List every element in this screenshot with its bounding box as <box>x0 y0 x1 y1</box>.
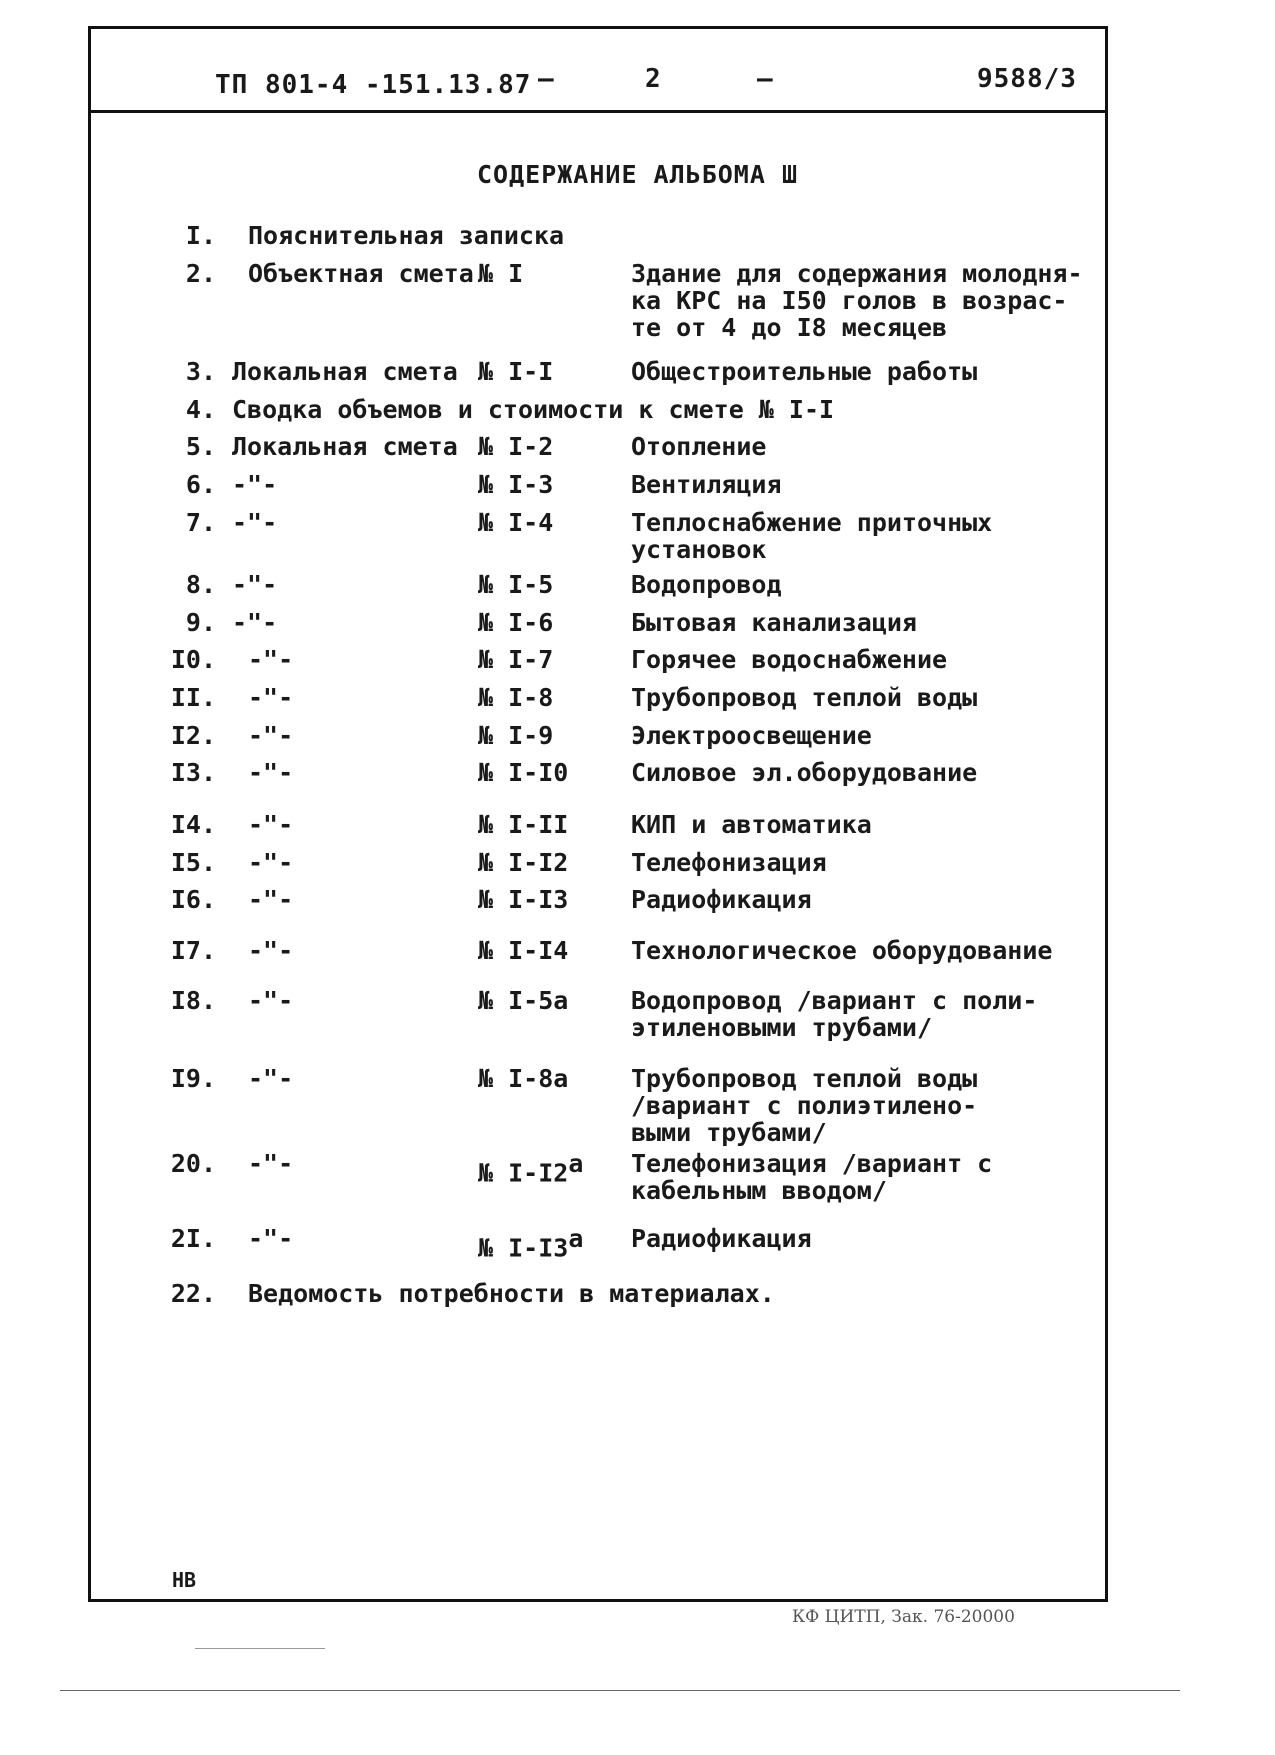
entry-number: 6. <box>185 470 216 499</box>
entry-number: I5. <box>170 848 216 877</box>
estimate-number-text: № I-5а <box>478 986 569 1015</box>
estimate-number <box>478 1150 583 1186</box>
entry-title: Пояснительная записка <box>248 221 565 250</box>
entry-number: I4. <box>170 810 216 839</box>
estimate-number-text: № I-5 <box>478 570 554 599</box>
entry-description: Трубопровод теплой воды /вариант с полиэтилено- выми трубами/ <box>631 1064 978 1147</box>
estimate-number-text: № I-I3 <box>478 885 569 914</box>
entry-title: Локальная смета <box>232 357 458 386</box>
entry-number: 22. <box>170 1279 216 1308</box>
entry-title: Локальная смета <box>232 432 458 461</box>
estimate-number <box>478 609 553 636</box>
estimate-number-text: № I-4 <box>478 508 554 537</box>
entry-number: I7. <box>170 936 216 965</box>
entry-number: I9. <box>170 1064 216 1093</box>
ditto-mark: -"- <box>232 608 278 637</box>
estimate-number-text: № I-3 <box>478 470 554 499</box>
header-divider <box>88 110 1108 113</box>
estimate-number-text: № I-9 <box>478 721 554 750</box>
ditto-mark: -"- <box>248 848 294 877</box>
ditto-mark: -"- <box>248 1224 294 1253</box>
entry-description: Радиофикация <box>631 885 812 914</box>
estimate-suffix: а <box>568 1224 584 1253</box>
doc-code: ТП 801-4 -151.13.87 <box>215 70 532 100</box>
entry-number: I0. <box>170 645 216 674</box>
entry-number: 7. <box>185 508 216 537</box>
estimate-number-text: № I-I2 <box>478 848 569 877</box>
signature-initials: НВ <box>172 1568 197 1592</box>
entry-description: Вентиляция <box>631 470 782 499</box>
estimate-number <box>478 1065 568 1092</box>
entry-description: Общестроительные работы <box>631 357 978 386</box>
estimate-number <box>478 433 553 460</box>
entry-number: 2. <box>185 259 216 288</box>
ditto-mark: -"- <box>248 721 294 750</box>
entry-description: Отопление <box>631 432 767 461</box>
scan-artifact-line <box>60 1690 1180 1691</box>
estimate-suffix: а <box>568 1149 584 1178</box>
entry-description: Радиофикация <box>631 1224 812 1253</box>
entry-description: КИП и автоматика <box>631 810 872 839</box>
estimate-number-text: № I-2 <box>478 432 554 461</box>
entry-title: Объектная смета <box>248 259 474 288</box>
entry-description: Телефонизация <box>631 848 827 877</box>
scan-artifact-line <box>195 1648 325 1649</box>
page-title: СОДЕРЖАНИЕ АЛЬБОМА Ш <box>476 160 799 189</box>
ditto-mark: -"- <box>248 1064 294 1093</box>
entry-number: I3. <box>170 758 216 787</box>
ditto-mark: -"- <box>248 810 294 839</box>
estimate-number <box>478 1225 583 1261</box>
print-order-code: КФ ЦИТП, Зак. 76-20000 <box>792 1607 1015 1627</box>
entry-description: Здание для содержания молодня- ка КРС на I50 голов в возрас- те от 4 до I8 месяцев <box>631 259 1083 342</box>
estimate-number <box>478 571 553 598</box>
ditto-mark: -"- <box>232 570 278 599</box>
estimate-number <box>478 987 568 1014</box>
estimate-number <box>478 759 568 786</box>
entry-number: II. <box>170 683 216 712</box>
entry-number: 9. <box>185 608 216 637</box>
entry-description: Трубопровод теплой воды <box>631 683 978 712</box>
entry-number: I2. <box>170 721 216 750</box>
entry-description: Телефонизация /вариант с кабельным вводом/ <box>631 1149 993 1205</box>
entry-description: Технологическое оборудование <box>631 936 1053 965</box>
estimate-number <box>478 358 553 385</box>
entry-number: 5. <box>185 432 216 461</box>
entry-number: I. <box>185 221 216 250</box>
entry-description: Горячее водоснабжение <box>631 645 948 674</box>
entry-number: 8. <box>185 570 216 599</box>
entry-number: 20. <box>170 1149 216 1178</box>
estimate-number-text: № I-8а <box>478 1064 569 1093</box>
header-dash-left: – <box>538 64 555 94</box>
entry-description: Водопровод <box>631 570 782 599</box>
estimate-number-text: № I-I2 <box>478 1158 569 1188</box>
entry-number: I8. <box>170 986 216 1015</box>
estimate-number <box>478 646 553 673</box>
ditto-mark: -"- <box>232 508 278 537</box>
estimate-number-text: № I-6 <box>478 608 554 637</box>
page-number: 2 <box>645 64 662 94</box>
ditto-mark: -"- <box>248 936 294 965</box>
entry-description: Теплоснабжение приточных установок <box>631 508 993 564</box>
ditto-mark: -"- <box>248 885 294 914</box>
ditto-mark: -"- <box>248 1149 294 1178</box>
estimate-number-text: № I-I4 <box>478 936 569 965</box>
estimate-number <box>478 471 553 498</box>
entry-number: 2I. <box>170 1224 216 1253</box>
entry-description: Водопровод /вариант с поли- этиленовыми трубами/ <box>631 986 1038 1042</box>
ditto-mark: -"- <box>248 986 294 1015</box>
estimate-number <box>478 684 553 711</box>
header-dash-right: – <box>757 64 774 94</box>
ditto-mark: -"- <box>248 758 294 787</box>
estimate-number-text: № I-I3 <box>478 1233 569 1263</box>
ditto-mark: -"- <box>248 645 294 674</box>
estimate-number <box>478 260 523 287</box>
estimate-number-text: № I <box>478 259 524 288</box>
entry-description: Электроосвещение <box>631 721 872 750</box>
estimate-number-text: № I-I <box>478 357 554 386</box>
sheet-code: 9588/3 <box>977 64 1077 94</box>
estimate-number <box>478 849 568 876</box>
ditto-mark: -"- <box>248 683 294 712</box>
estimate-number-text: № I-I0 <box>478 758 569 787</box>
entry-description: Бытовая канализация <box>631 608 917 637</box>
entry-number: 4. <box>185 395 216 424</box>
estimate-number <box>478 937 568 964</box>
entry-title: Ведомость потребности в материалах. <box>248 1279 775 1308</box>
estimate-number-text: № I-II <box>478 810 569 839</box>
estimate-number <box>478 811 568 838</box>
entry-number: I6. <box>170 885 216 914</box>
estimate-number <box>478 722 553 749</box>
ditto-mark: -"- <box>232 470 278 499</box>
estimate-number-text: № I-8 <box>478 683 554 712</box>
estimate-number <box>478 509 553 536</box>
entry-title: Сводка объемов и стоимости к смете № I-I <box>232 395 835 424</box>
entry-number: 3. <box>185 357 216 386</box>
entry-description: Силовое эл.оборудование <box>631 758 978 787</box>
estimate-number-text: № I-7 <box>478 645 554 674</box>
estimate-number <box>478 886 568 913</box>
